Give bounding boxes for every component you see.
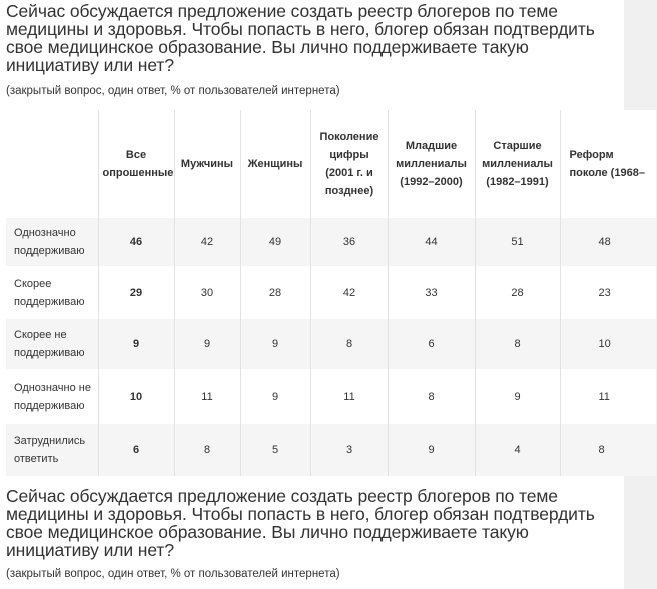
header-cell-empty [6,110,98,218]
table-cell: 28 [475,266,560,319]
table-cell: 36 [310,218,388,266]
header-cell: Женщины [240,110,310,218]
table-cell: 48 [560,218,656,266]
header-cell: Поколение цифры (2001 г. и позднее) [310,110,388,218]
table-cell: 33 [388,266,475,319]
table-cell: 6 [98,424,174,476]
table-cell: 3 [310,424,388,476]
header-cell: Реформ поколе (1968– [560,110,656,218]
results-table-scroll[interactable] [6,110,645,476]
survey-note: (закрытый вопрос, один ответ, % от пользователей интернета) [6,85,340,97]
header-cell: Все опрошенные [98,110,174,218]
header-cell: Младшие миллениалы (1992–2000) [388,110,475,218]
table-cell: 44 [388,218,475,266]
table-cell: 11 [560,369,656,424]
survey-question-repeat: Сейчас обсуждается предложение создать реестр блогеров по теме медицины и здоровья. Чтобы попасть в него, блогер обязан подтвердить свое медицинское образование. Вы лично поддерживаете такую инициативу или нет? [6,486,595,560]
table-cell: 9 [240,369,310,424]
table-cell: 4 [475,424,560,476]
survey-note-repeat: (закрытый вопрос, один ответ, % от пользователей интернета) [6,568,340,580]
row-label: Скорее не поддерживаю [14,329,85,359]
table-cell: 10 [560,319,656,369]
table-cell: 42 [174,218,240,266]
row-label: Однозначно поддерживаю [14,227,85,257]
table-row [6,218,656,266]
row-label: Однозначно не поддерживаю [14,381,91,412]
table-cell: 8 [560,424,656,476]
table-row [6,266,656,319]
table-cell: 11 [174,369,240,424]
table-row [6,319,656,369]
row-label: Скорее поддерживаю [14,277,85,308]
table-cell: 9 [98,319,174,369]
table-row [6,369,656,424]
table-cell: 8 [388,369,475,424]
table-header-row [6,110,656,218]
table-cell: 9 [475,369,560,424]
table-cell: 9 [174,319,240,369]
row-label: Затруднились ответить [14,435,86,465]
table-cell: 5 [240,424,310,476]
table-cell: 8 [174,424,240,476]
table-cell: 51 [475,218,560,266]
table-row [6,424,656,476]
results-table [6,110,656,476]
header-cell: Старшие миллениалы (1982–1991) [475,110,560,218]
table-cell: 30 [174,266,240,319]
table-cell: 10 [98,369,174,424]
table-cell: 8 [475,319,560,369]
table-cell: 29 [98,266,174,319]
table-cell: 6 [388,319,475,369]
table-cell: 28 [240,266,310,319]
table-cell: 49 [240,218,310,266]
table-cell: 9 [388,424,475,476]
header-cell: Мужчины [174,110,240,218]
table-cell: 23 [560,266,656,319]
table-cell: 42 [310,266,388,319]
table-cell: 46 [98,218,174,266]
survey-question: Сейчас обсуждается предложение создать реестр блогеров по теме медицины и здоровья. Чтобы попасть в него, блогер обязан подтвердить свое медицинское образование. Вы лично поддерживаете такую инициативу или нет? [6,1,595,75]
table-cell: 8 [310,319,388,369]
table-cell: 11 [310,369,388,424]
table-cell: 9 [240,319,310,369]
